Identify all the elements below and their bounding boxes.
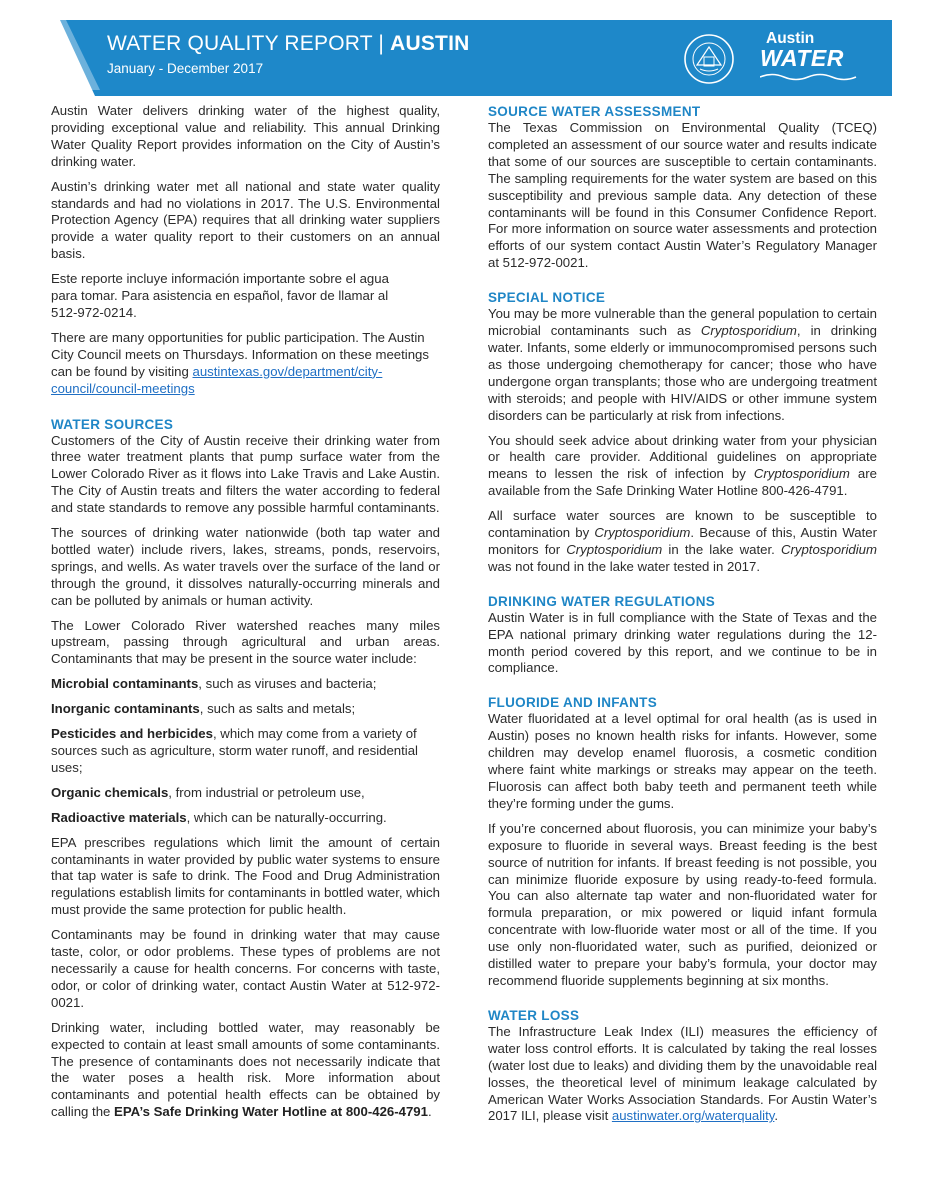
drinking-water-regulations-heading: DRINKING WATER REGULATIONS (488, 593, 716, 609)
contaminant-item: Inorganic contaminants, such as salts and metals; (51, 701, 356, 717)
fluoride-paragraph-2: If you’re concerned about fluorosis, you can minimize your baby’s exposure to fluoride in several ways. Breast feeding is the best source of nutrition for infants. If breast feeding is not possible, you can minimize fluoride exposure by using ready-to-feed formula. You can also alternate tap water and non-fluoridated water for formula preparation, or mix powered or liquid infant formula concentrate with low-fluoride water most or all of the time. If you use only non-fluoridated water, such as purified, deionized or distilled water to prepare your baby’s formula, your doctor may recommend fluoride supplements beginning at six months. (488, 820, 877, 988)
special-notice-paragraph-3: All surface water sources are known to be susceptible to contamination by Cryptosporidium. Because of this, Austin Water monitors for Cryptosporidium in the lake water. Cryptosporidium was not found in the lake water tested in 2017. (488, 508, 877, 574)
contaminant-item: Radioactive materials, which can be naturally-occurring. (51, 809, 387, 825)
compliance-paragraph: Austin’s drinking water met all national and state water quality standards and had no violations in 2017. The U.S. Environmental Protection Agency (EPA) requires that all drinking water suppliers provide a water quality report to their customers on an annual basis. (51, 178, 440, 262)
contaminant-item: Microbial contaminants, such as viruses and bacteria; (51, 676, 377, 692)
contaminant-item: Organic chemicals, from industrial or petroleum use, (51, 784, 365, 800)
water-sources-paragraph-2: The sources of drinking water nationwide (both tap water and bottled water) include rivers, lakes, streams, ponds, reservoirs, springs, and wells. As water travels over the surface of the land or through the ground, it dissolves naturally-occurring minerals and can be polluted by animals or human activity. (51, 525, 440, 608)
special-notice-paragraph-2: You should seek advice about drinking water from your physician or health care provider. Additional guidelines on appropriate means to lessen the risk of infection by Cryptosporidium are available from the Safe Drinking Water Hotline 800-426-4791. (488, 432, 877, 499)
right-column (488, 103, 877, 1133)
water-loss-heading: WATER LOSS (488, 1007, 580, 1023)
epa-paragraph: EPA prescribes regulations which limit the amount of certain contaminants in water provided by public water systems to ensure that tap water is safe to drink. The Food and Drug Administration regulations establish limits for contaminants in bottled water, which must provide the same protection for public health. (51, 834, 440, 918)
left-column (51, 103, 440, 1129)
header-banner (0, 0, 928, 96)
contaminant-item: Pesticides and herbicides, which may come from a variety of sources such as agriculture, storm water runoff, and residential uses; (51, 726, 418, 775)
bottled-water-paragraph: Drinking water, including bottled water, may reasonably be expected to contain at least small amounts of some contaminants. The presence of contaminants does not necessarily indicate that the water poses a health risk. More information about contaminants and potential health effects can be obtained by calling the EPA’s Safe Drinking Water Hotline at 800-426-4791. (51, 1019, 440, 1120)
council-meetings-link[interactable]: austintexas.gov/department/city-council/council-meetings (51, 363, 383, 396)
water-loss-paragraph: The Infrastructure Leak Index (ILI) measures the efficiency of water loss control efforts. It is calculated by taking the real losses (water lost due to leaks) and dividing them by the unavoidable real losses, the theoretical level of minimum leakage calculated by American Water Works Association Standards. For Austin Water’s 2017 ILI, please visit austinwater.org/waterquality. (488, 1023, 877, 1124)
intro-paragraph: Austin Water delivers drinking water of the highest quality, providing exceptional value and reliability. This annual Drinking Water Quality Report provides information on the City of Austin’s drinking water. (51, 103, 440, 169)
report-period: January - December 2017 (107, 61, 264, 76)
water-sources-paragraph-1: Customers of the City of Austin receive their drinking water from three water treatment plants that pump surface water from the Lower Colorado River as it flows into Lake Travis and Lake Austin. The City of Austin treats and filters the water according to federal and state standards to remove any possible harmful contaminants. (51, 432, 440, 516)
special-notice-heading: SPECIAL NOTICE (488, 290, 606, 306)
austin-water-logo: Austin WATER (760, 30, 858, 76)
taste-paragraph: Contaminants may be found in drinking water that may cause taste, color, or odor problems. These types of problems are not necessarily a cause for health concerns. For concerns with taste, odor, or color of drinking water, contact Austin Water at 512-972-0021. (51, 927, 440, 1010)
source-water-assessment-paragraph: The Texas Commission on Environmental Quality (TCEQ) completed an assessment of our source water and results indicate that some of our sources are susceptible to certain contaminants. The sampling requirements for the water system are based on this susceptibility and previous sample data. Any detection of these contaminants will be found in this Consumer Confidence Report. For more information on source water assessments and protection efforts of our system contact Austin Water’s Regulatory Manager at 512-972-0021. (488, 120, 877, 271)
report-title: WATER QUALITY REPORT | AUSTIN (107, 32, 470, 55)
fluoride-paragraph-1: Water fluoridated at a level optimal for oral health (as is used in Austin) poses no known health risks for infants. However, some children may develop enamel fluorosis, a cosmetic condition where faint white markings or streaks may appear on the teeth. Fluorosis can affect both baby teeth and permanent teeth while they’re forming under the gums. (488, 711, 877, 811)
wave-icon (760, 72, 860, 82)
water-quality-link[interactable]: austinwater.org/waterquality (611, 1108, 775, 1124)
regulations-paragraph: Austin Water is in full compliance with the State of Texas and the EPA national primary drinking water regulations during the 12-month period covered by this report, and we continue to be in compliance. (488, 609, 877, 676)
spanish-notice: Este reporte incluye información importante sobre el agua para tomar. Para asistencia en español, favor de llamar al 512-972-0214. (51, 271, 389, 320)
special-notice-paragraph-1: You may be more vulnerable than the general population to certain microbial contaminants such as Cryptosporidium, in drinking water. Infants, some elderly or immunocompromised persons such as those undergoing chemotherapy for cancer; those who have undergone organ transplants; those who are undergoing treatment with steroids; and people with HIV/AIDS or other immune system disorders can be particularly at risk from infections. (488, 306, 877, 423)
source-water-assessment-heading: SOURCE WATER ASSESSMENT (488, 104, 701, 119)
fluoride-heading: FLUORIDE AND INFANTS (488, 695, 657, 711)
hotline-text: EPA’s Safe Drinking Water Hotline at 800-426-4791 (114, 1104, 428, 1120)
city-seal-icon (683, 33, 735, 85)
participation-paragraph: There are many opportunities for public participation. The Austin City Council meets on Thursdays. Information on these meetings can be found by visiting austintexas.gov/department/city-council/council-meetings (51, 329, 429, 396)
water-sources-heading: WATER SOURCES (51, 416, 174, 432)
water-sources-paragraph-3: The Lower Colorado River watershed reaches many miles upstream, passing through agricultural and urban areas. Contaminants that may be present in the source water include: (51, 617, 440, 667)
